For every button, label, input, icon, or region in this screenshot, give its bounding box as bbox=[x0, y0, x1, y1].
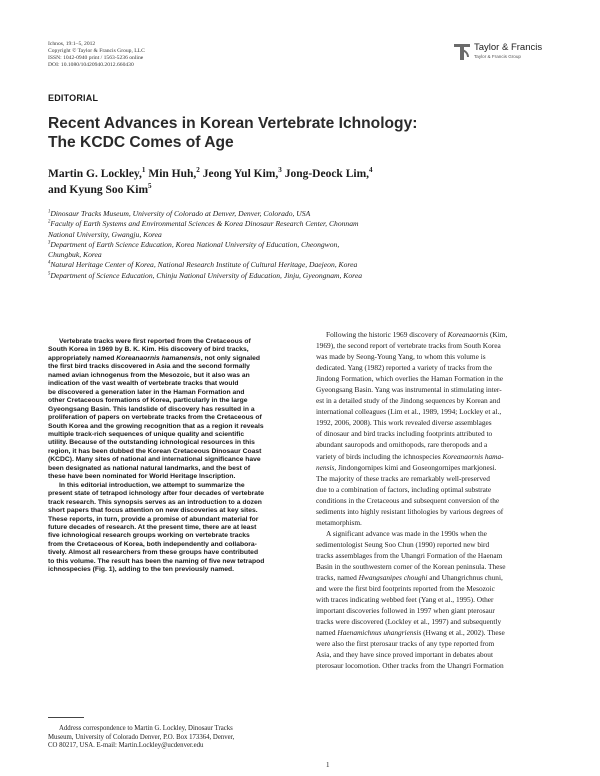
body-line: Following the historic 1969 discovery of Koreanaornis (Kim, bbox=[326, 330, 508, 339]
body-line: due to a combination of factors, including optimal substrate bbox=[316, 484, 492, 494]
body-line: was made by Seong-Young Yang, to whom this volume is bbox=[316, 352, 486, 362]
body-line: 1969), the second report of vertebrate tracks from South Korea bbox=[316, 341, 501, 351]
affiliation: $^4$Natural Heritage Center of Korea, National Research Institute of Cultural Heritage, Daejeon, Korea bbox=[48, 260, 358, 270]
body-line: pterosaur locomotion. Other tracks from the Uhangri Formation bbox=[316, 661, 504, 671]
correspondence-footnote bbox=[48, 725, 303, 751]
author-line bbox=[48, 166, 568, 182]
abstract-line: other Cretaceous formations of Korea, particularly in the large bbox=[48, 397, 248, 405]
body-line: A significant advance was made in the 1990s when the bbox=[326, 528, 487, 538]
abstract-line: been designated as national natural landmarks, and the best of bbox=[48, 464, 251, 472]
author-name: Martin G. Lockley, bbox=[48, 168, 142, 180]
abstract-line: short papers that focus attention on new discoveries at key sites. bbox=[48, 507, 258, 515]
body-line: of dinosaur and bird tracks including footprints attributed to bbox=[316, 429, 493, 439]
body-line: Basin in the southwestern corner of the Korean peninsula. These bbox=[316, 561, 506, 571]
author-name: Jong-Deock Lim, bbox=[284, 168, 370, 180]
body-line: and were the first bird footprints reported from the Mesozoic bbox=[316, 584, 495, 594]
journal-doi: DOI: 10.1080/10420940.2012.660430 bbox=[48, 61, 134, 68]
abstract-line: appropriately named Koreanaornis hamanensis, not only signaled bbox=[48, 354, 260, 362]
body-line: sedimentologist Seung Soo Chun (1990) reported new bird bbox=[316, 539, 490, 549]
abstract-line: the first bird tracks discovered in Asia and the second formally bbox=[48, 363, 250, 371]
journal-copyright: Copyright © Taylor & Francis Group, LLC bbox=[48, 47, 145, 54]
body-line: 1992, 2006, 2008). This work revealed diverse assemblages bbox=[316, 418, 492, 428]
body-line: Gyeongsang Basin. Yang was instrumental in stimulating inter- bbox=[316, 385, 502, 395]
affiliation: $^3$Department of Earth Science Education, Korea National University of Education, Cheongwon, bbox=[48, 239, 340, 249]
abstract-line: region, it has been dubbed the Korean Cretaceous Dinosaur Coast bbox=[48, 447, 262, 455]
body-line: nensis, Jindongornipes kimi and Goseongornipes markjonesi. bbox=[316, 462, 497, 472]
author-name: Min Huh, bbox=[148, 168, 197, 180]
affiliation-continued: National University, Gwangju, Korea bbox=[48, 229, 162, 239]
abstract-line: five ichnological research groups working on vertebrate tracks bbox=[48, 532, 250, 540]
abstract-line: multiple track-rich sequences of unique quality and scientific bbox=[48, 430, 245, 438]
author-affiliation-number: 2 bbox=[196, 166, 200, 175]
body-text-column bbox=[316, 329, 562, 671]
abstract bbox=[48, 338, 300, 575]
abstract-line: be discovered a generation later in the Haman Formation and bbox=[48, 388, 245, 396]
abstract-line: (KCDC). Many sites of national and international significance have bbox=[48, 456, 261, 464]
body-line: international colleagues (Lim et al., 1989, 1994; Lockley et al., bbox=[316, 407, 502, 417]
affiliation: $^5$Department of Science Education, Chinju National University of Education, Jinju, Gyeongnam, Korea bbox=[48, 270, 363, 280]
body-line: Asia, and they have since proved important in debates about bbox=[316, 650, 494, 660]
article-title bbox=[48, 114, 568, 152]
correspondence-line: Address correspondence to Martin G. Lockley, Dinosaur Tracks bbox=[59, 725, 233, 732]
abstract-line: utility. Because of the outstanding ichnological resources in this bbox=[48, 439, 255, 447]
page-number: 1 bbox=[326, 761, 330, 769]
journal-issn: ISSN: 1042-0940 print / 1563-5236 online bbox=[48, 54, 144, 61]
body-line: with traces indicating webbed feet (Yang et al., 1995). Other bbox=[316, 595, 494, 605]
body-line: tracks assemblages from the Uhangri Formation of the Haenam bbox=[316, 550, 503, 560]
abstract-line: South Korea in 1969 by B. K. Kim. His discovery of bird tracks, bbox=[48, 346, 249, 354]
abstract-line: future decades of research. At the present time, there are at least bbox=[48, 523, 257, 531]
author-list bbox=[48, 166, 568, 198]
abstract-line: proliferation of papers on vertebrate tracks from the Cretaceous of bbox=[48, 414, 262, 422]
abstract-line: indication of the vast wealth of vertebrate tracks that would bbox=[48, 380, 239, 388]
author-affiliation-number: 3 bbox=[278, 166, 282, 175]
abstract-line: Vertebrate tracks were first reported from the Cretaceous of bbox=[59, 338, 251, 345]
author-affiliation-number: 1 bbox=[141, 166, 146, 175]
body-line: named Haenamichnus uhangriensis (Hwang et al., 2002). These bbox=[316, 628, 505, 638]
author-line bbox=[48, 182, 568, 198]
title-line: Recent Advances in Korean Vertebrate Ichnology: bbox=[48, 115, 418, 132]
body-line: were also the first pterosaur tracks of any type reported from bbox=[316, 639, 495, 649]
body-line: metamorphism. bbox=[316, 517, 362, 527]
body-line: sediments into highly resistant lithologies by various degrees of bbox=[316, 506, 504, 516]
abstract-line: Gyeongsang Basin. This landslide of discovery has resulted in a bbox=[48, 405, 255, 413]
author-name: Jeong Yul Kim, bbox=[202, 168, 279, 180]
abstract-line: these have been nominated for World Heritage Inscription. bbox=[48, 473, 236, 481]
abstract-line: present state of tetrapod ichnology after four decades of vertebrate bbox=[48, 490, 265, 498]
affiliation: $^1$Dinosaur Tracks Museum, University of Colorado at Denver, Denver, Colorado, USA bbox=[48, 209, 311, 218]
correspondence-line: CO 80217, USA. E-mail: Martin.Lockley@ucdenver.edu bbox=[48, 742, 204, 750]
publisher-tagline: Taylor & Francis Group bbox=[474, 54, 521, 59]
journal-citation: Ichnos, 19:1–5, 2012 bbox=[48, 41, 96, 47]
abstract-line: tively. Almost all researchers from these groups have contributed bbox=[48, 549, 259, 557]
body-line: tracks, named Hwangsanipes choughi and Uhangrichnus chuni, bbox=[316, 573, 503, 583]
affiliation: $^2$Faculty of Earth Systems and Environmental Sciences & Korea Dinosaur Research Center, Chonnam bbox=[48, 219, 359, 229]
body-line: dedicated. Yang (1982) reported a variety of tracks from the bbox=[316, 363, 492, 373]
abstract-line: South Korea and the growing recognition that as a region it reveals bbox=[48, 422, 264, 430]
body-line: est in a detailed study of the Jindong sequences by Korean and bbox=[316, 396, 501, 406]
correspondence-line: Museum, University of Colorado Denver, P.O. Box 173364, Denver, bbox=[48, 733, 235, 741]
affiliation-continued: Chungbuk, Korea bbox=[48, 250, 102, 260]
abstract-line: These reports, in turn, provide a promise of abundant material for bbox=[48, 515, 259, 523]
body-line: conditions in the Cretaceous and subsequent conversion of the bbox=[316, 495, 500, 505]
abstract-line: to this volume. The result has been the naming of five new tetrapod bbox=[48, 557, 265, 565]
abstract-line: In this editorial introduction, we attempt to summarize the bbox=[59, 481, 245, 489]
author-name: and Kyung Soo Kim bbox=[48, 184, 149, 196]
publisher-name: Taylor & Francis bbox=[474, 42, 543, 53]
abstract-line: ichnospecies (Fig. 1), adding to the ten previously named. bbox=[48, 566, 235, 574]
footnote-divider bbox=[48, 717, 84, 718]
body-line: tracks were discovered (Lockley et al., 1997) and subsequently bbox=[316, 617, 502, 627]
body-line: variety of birds including the ichnospecies Koreanaornis hama- bbox=[316, 451, 504, 461]
abstract-line: track research. This synopsis serves as an introduction to a dozen bbox=[48, 498, 262, 506]
abstract-line: from the Cretaceous of Korea, both independently and collabora- bbox=[48, 540, 257, 548]
body-line: Jindong Formation, which overlies the Haman Formation in the bbox=[316, 374, 504, 384]
body-line: abundant sauropods and ornithopods, rare theropods and a bbox=[316, 440, 488, 450]
author-affiliation-number: 4 bbox=[369, 166, 373, 175]
affiliations bbox=[48, 209, 578, 281]
journal-meta bbox=[48, 41, 145, 69]
publisher-logo-text bbox=[474, 42, 542, 59]
title-line: The KCDC Comes of Age bbox=[48, 134, 234, 151]
body-line: The majority of these tracks are remarkably well-preserved bbox=[316, 473, 490, 483]
section-label: EDITORIAL bbox=[48, 93, 99, 103]
abstract-line: named avian ichnogenus from the Mesozoic, but it also was an bbox=[48, 371, 250, 379]
author-affiliation-number: 5 bbox=[148, 182, 152, 191]
body-line: important discoveries followed in 1997 when giant pterosaur bbox=[316, 606, 495, 616]
